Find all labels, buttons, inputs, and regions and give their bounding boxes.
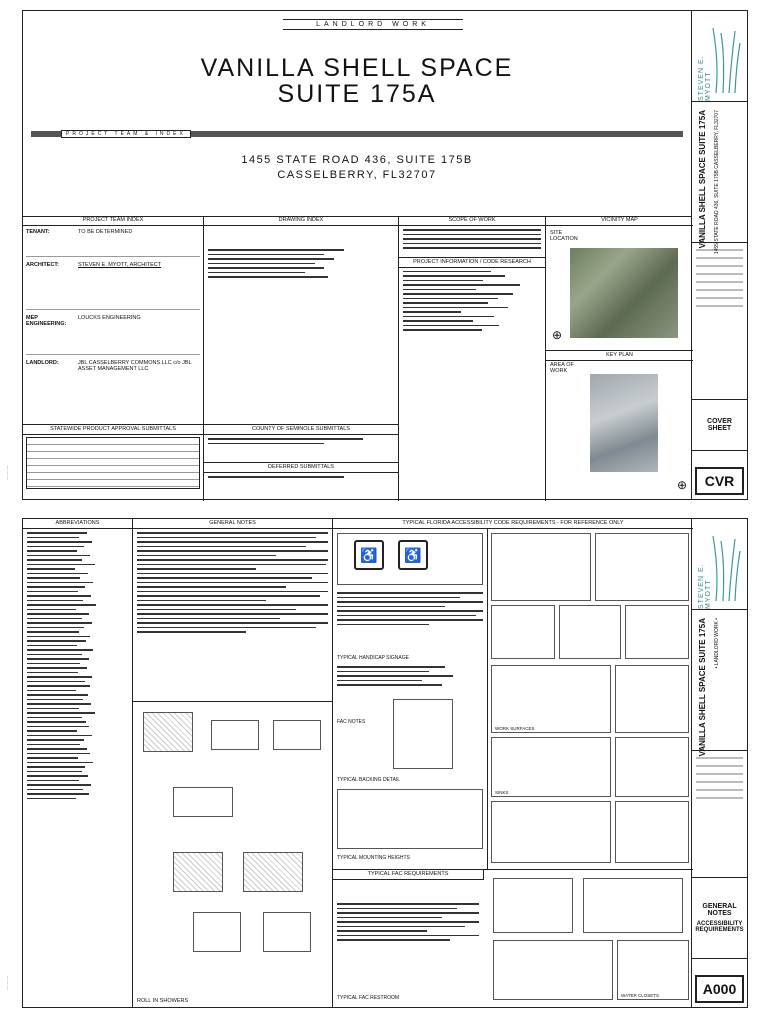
- accessibility-heading: TYPICAL FLORIDA ACCESSIBILITY CODE REQUIREMENTS - FOR REFERENCE ONLY: [333, 519, 693, 529]
- project-title: [23, 55, 691, 107]
- mounting-heights-detail: [337, 789, 483, 849]
- team-value: JBL CASSELBERRY COMMONS LLC c/o JBL ASSET MANAGEMENT LLC: [78, 360, 192, 372]
- typical-fac-requirements-heading: TYPICAL FAC REQUIREMENTS: [333, 870, 484, 880]
- project-team-bar: [31, 131, 683, 137]
- shower-detail-2: [211, 720, 259, 750]
- vicinity-map-panel: [546, 216, 693, 501]
- general-notes-panel: [133, 519, 333, 1007]
- sheet-name: [692, 400, 747, 451]
- county-heading: COUNTY OF SEMINOLE SUBMITTALS: [204, 425, 398, 435]
- vicinity-heading: VICINITY MAP: [546, 216, 693, 226]
- shower-detail-6: [243, 852, 303, 892]
- roll-in-showers-caption: ROLL IN SHOWERS: [137, 998, 189, 1004]
- team-role: ARCHITECT:: [26, 262, 59, 268]
- titleblock-project-title: VANILLA SHELL SPACE SUITE 175A: [698, 110, 707, 249]
- sheet-name-2-line-2: NOTES: [707, 910, 732, 917]
- team-role: MEP ENGINEERING:: [26, 315, 67, 327]
- deferred-heading: DEFERRED SUBMITTALS: [204, 462, 398, 473]
- drawing-index: [204, 216, 399, 424]
- typical-handicap-signage-caption: TYPICAL HANDICAP SIGNAGE: [337, 655, 409, 661]
- titleblock-2: [691, 519, 747, 1007]
- cover-sheet: [22, 10, 748, 500]
- sheet1-margin: — — —: [4, 465, 9, 480]
- site-location-label: SITE LOCATION: [550, 230, 578, 242]
- landlord-work-header: LANDLORD WORK: [283, 19, 463, 30]
- fac-plan-2: [583, 878, 683, 933]
- abbreviations-heading: ABBREVIATIONS: [23, 519, 132, 529]
- team-value: STEVEN E. MYOTT, ARCHITECT: [78, 262, 162, 268]
- sheet-name-line-2: SHEET: [707, 425, 732, 432]
- accessibility-detail-7: [615, 737, 689, 797]
- team-row-architect: [23, 259, 203, 307]
- general-notes-heading: GENERAL NOTES: [133, 519, 332, 529]
- team-value: TO BE DETERMINED: [78, 229, 133, 235]
- titleblock: [691, 11, 747, 499]
- water-closets-detail: [617, 940, 689, 1000]
- statewide-approvals: [23, 424, 204, 501]
- sheet-number: CVR: [695, 467, 744, 495]
- fac-plan-1: [493, 878, 573, 933]
- key-plan-heading: KEY PLAN: [546, 350, 693, 361]
- titleblock-project: [692, 102, 747, 255]
- project-team-index: [23, 216, 204, 424]
- team-row-landlord: [23, 357, 203, 403]
- county-submittals: [204, 424, 399, 501]
- restroom-sign-icon: ♿: [354, 540, 384, 570]
- team-row-mep: [23, 312, 203, 352]
- titleblock-project-title-2: VANILLA SHELL SPACE SUITE 175A: [698, 618, 707, 757]
- fac-plan-3: [493, 940, 613, 1000]
- titleblock-project-sub-2: • LANDLORD WORK •: [714, 618, 720, 669]
- sheet-name-2: [692, 878, 747, 959]
- typical-mounting-heights-caption: TYPICAL MOUNTING HEIGHTS: [337, 855, 410, 861]
- accessibility-detail-4: [559, 605, 621, 659]
- sheet-name-2-line-4: REQUIREMENTS: [695, 927, 744, 933]
- accessibility-detail-8: [491, 801, 611, 863]
- accessibility-detail-3: [491, 605, 555, 659]
- shower-detail-7: [193, 912, 241, 952]
- team-value: LOUCKS ENGINEERING: [78, 315, 141, 321]
- drawing-index-heading: DRAWING INDEX: [204, 216, 398, 226]
- title-line-1: VANILLA SHELL SPACE: [200, 54, 514, 82]
- statewide-table: [26, 437, 200, 489]
- team-role: TENANT:: [26, 229, 50, 235]
- statewide-heading: STATEWIDE PRODUCT APPROVAL SUBMITTALS: [23, 425, 203, 435]
- restroom-sign-icon-2: ♿: [398, 540, 428, 570]
- area-of-work-label: AREA OF WORK: [550, 362, 574, 374]
- shower-detail-4: [173, 787, 233, 817]
- shower-detail-1: [143, 712, 193, 752]
- firm-name-2: STEVEN E. MYOTT: [698, 563, 712, 609]
- north-arrow-icon-2: ⊕: [676, 478, 687, 492]
- abbreviations-panel: [23, 519, 133, 1007]
- firm-logo: [692, 11, 747, 102]
- accessibility-detail-9: [615, 801, 689, 863]
- logo-grass-icon: [711, 23, 741, 93]
- accessibility-detail-2: [595, 533, 689, 601]
- backing-detail: [393, 699, 453, 769]
- scope-heading: SCOPE OF WORK: [399, 216, 545, 226]
- titleblock-project-2: [692, 610, 747, 757]
- accessibility-detail-6: [615, 665, 689, 733]
- vicinity-map-image: [570, 248, 678, 338]
- titleblock-revisions-2: [692, 757, 747, 878]
- cover-banner: [23, 11, 691, 217]
- address-line-2: CASSELBERRY, FL32707: [277, 169, 437, 181]
- general-notes-sheet: [22, 518, 748, 1008]
- titleblock-project-address: 1455 STATE ROAD 436, SUITE 175B CASSELBERRY, FL32707: [714, 110, 720, 255]
- team-role: LANDLORD:: [26, 360, 59, 366]
- sheet-number-2: A000: [695, 975, 744, 1003]
- shower-detail-5: [173, 852, 223, 892]
- accessibility-detail-5: [625, 605, 689, 659]
- sinks-detail: [491, 737, 611, 797]
- work-surfaces-caption: WORK SURFACES: [495, 726, 535, 731]
- water-closets-caption: WATER CLOSETS: [621, 993, 660, 998]
- logo-grass-icon-2: [711, 531, 741, 601]
- shower-detail-3: [273, 720, 321, 750]
- team-row-tenant: [23, 226, 203, 254]
- work-surfaces-detail: [491, 665, 611, 733]
- firm-name: STEVEN E. MYOTT: [698, 55, 712, 101]
- scope-of-work: [399, 216, 546, 501]
- accessibility-panel: [333, 519, 693, 1007]
- typical-backing-detail-caption: TYPICAL BACKING DETAIL: [337, 777, 401, 783]
- accessibility-detail-1: [491, 533, 591, 601]
- signage-detail: [337, 533, 483, 585]
- project-team-bar-label: PROJECT TEAM & INDEX: [61, 130, 191, 138]
- sheet-name-2-line-3: ACCESSIBILITY: [696, 921, 743, 927]
- project-info-heading: PROJECT INFORMATION / CODE RESEARCH: [399, 257, 545, 268]
- project-address: [23, 153, 691, 183]
- address-line-1: 1455 STATE ROAD 436, SUITE 175B: [241, 154, 473, 166]
- north-arrow-icon: ⊕: [552, 328, 563, 342]
- shower-detail-8: [263, 912, 311, 952]
- sinks-caption: SINKS: [495, 790, 509, 795]
- fac-notes-caption: FAC NOTES: [337, 719, 366, 725]
- sheet2-margin: — — —: [4, 975, 9, 990]
- key-plan-image: [590, 374, 658, 472]
- sheet-name-2-line-1: GENERAL: [702, 903, 737, 910]
- typical-fac-restroom-caption: TYPICAL FAC RESTROOM: [337, 995, 400, 1001]
- firm-logo-2: [692, 519, 747, 610]
- team-index-heading: PROJECT TEAM INDEX: [23, 216, 203, 226]
- sheet-name-line-1: COVER: [707, 418, 732, 425]
- titleblock-revisions: [692, 249, 747, 400]
- title-line-2: SUITE 175A: [277, 80, 437, 108]
